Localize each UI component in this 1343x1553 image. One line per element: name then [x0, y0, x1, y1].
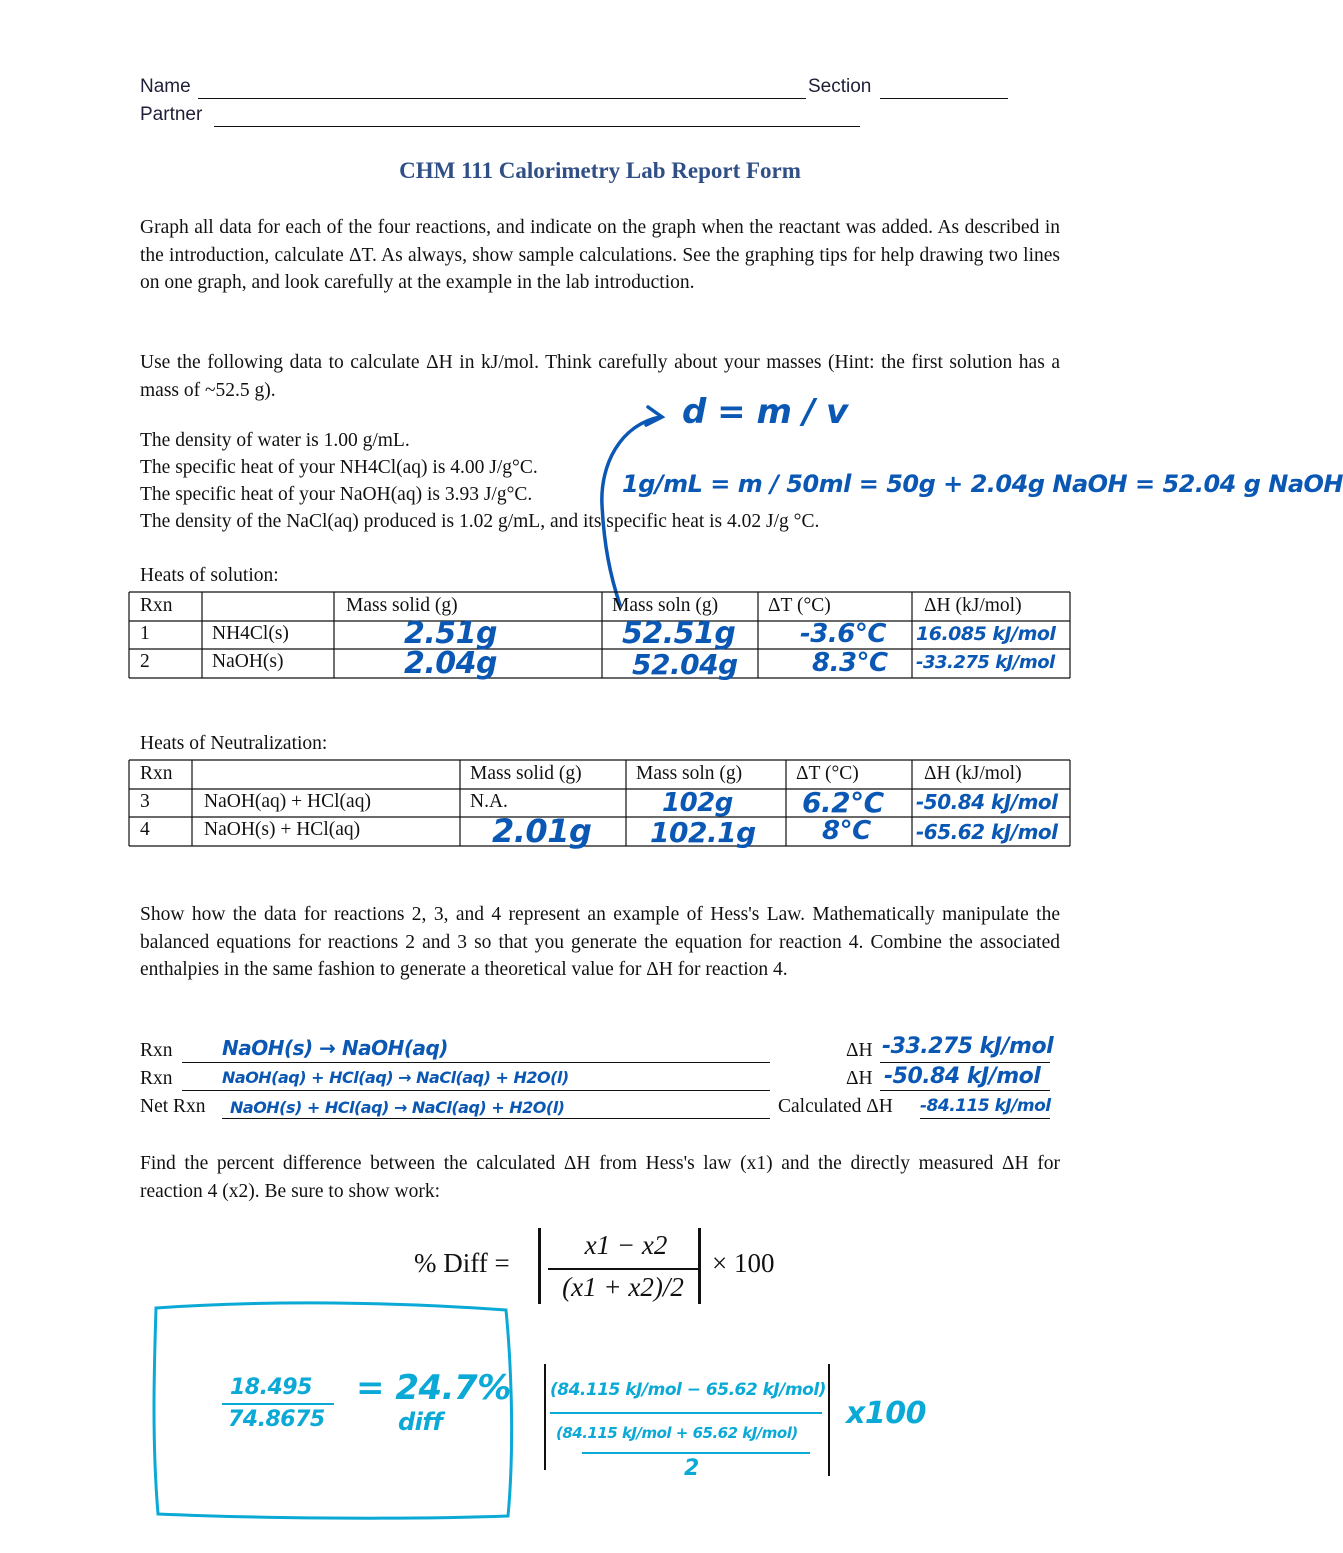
diff-label: diff	[398, 1408, 443, 1436]
table-cell: NaOH(aq) + HCl(aq)	[204, 791, 371, 812]
neutralization-header-dh: ΔH (kJ/mol)	[924, 763, 1022, 784]
table-cell: NH4Cl(s)	[212, 623, 289, 644]
solution-header-mass-soln: Mass soln (g)	[612, 595, 719, 616]
hess-dh-label: ΔH	[846, 1068, 873, 1089]
hess-line-label: Rxn	[140, 1040, 173, 1061]
fraction-numerator: 18.495	[230, 1375, 312, 1400]
formula-numerator: x1 − x2	[584, 1230, 668, 1260]
work-inner-bar	[582, 1452, 810, 1454]
work-times-100: x100	[846, 1396, 926, 1431]
table-cell: 2	[140, 651, 150, 672]
table-cell: 2.51g	[404, 616, 497, 651]
table-cell: 16.085 kJ/mol	[916, 623, 1056, 645]
hess-line-underline	[182, 1062, 770, 1063]
formula-abs-bar-right	[698, 1228, 701, 1304]
solution-table-heading: Heats of solution:	[140, 565, 279, 586]
table-cell: 52.51g	[622, 616, 736, 651]
hess-dh-value: -50.84 kJ/mol	[884, 1064, 1041, 1089]
neutralization-header-mass-soln: Mass soln (g)	[636, 763, 743, 784]
neutralization-header-mass-solid: Mass solid (g)	[470, 763, 582, 784]
percent-result: = 24.7%	[356, 1368, 511, 1408]
table-cell: 1	[140, 623, 150, 644]
table-cell: 102g	[662, 788, 733, 818]
neutralization-header-dt: ΔT (°C)	[796, 763, 859, 784]
hess-dh-underline	[880, 1090, 1050, 1091]
table-cell: 6.2°C	[802, 786, 884, 819]
hess-dh-label: ΔH	[846, 1040, 873, 1061]
given-water-density: The density of water is 1.00 g/mL.	[140, 430, 410, 451]
table-cell: 2.04g	[404, 646, 497, 681]
hess-dh-value: -33.275 kJ/mol	[882, 1034, 1054, 1059]
given-nacl-density: The density of the NaCl(aq) produced is 1.02 g/mL, and its specific heat is 4.02 J/g °C.	[140, 511, 820, 532]
hess-dh-underline	[920, 1118, 1050, 1119]
name-field[interactable]	[198, 78, 806, 99]
solution-header-rxn: Rxn	[140, 595, 173, 616]
table-cell: N.A.	[470, 791, 508, 812]
fraction-bar	[222, 1403, 334, 1405]
work-abs-bar-right	[828, 1364, 830, 1476]
name-label: Name	[140, 76, 191, 97]
hess-line-underline	[222, 1118, 770, 1119]
hess-equation: NaOH(s) → NaOH(aq)	[222, 1036, 448, 1060]
table-cell: -33.275 kJ/mol	[916, 652, 1055, 673]
given-nh4cl-heat: The specific heat of your NH4Cl(aq) is 4.00 J/g°C.	[140, 457, 538, 478]
table-cell: 52.04g	[632, 648, 738, 681]
formula-times: × 100	[712, 1248, 775, 1278]
neutralization-table-heading: Heats of Neutralization:	[140, 733, 328, 754]
fraction-denominator: 74.8675	[228, 1407, 325, 1432]
data-instructions: Use the following data to calculate ΔH in kJ/mol. Think carefully about your masses (Hint: the first solution has a mass of ~52.5 g).	[140, 352, 1060, 401]
table-cell: -3.6°C	[800, 619, 886, 649]
hess-instructions: Show how the data for reactions 2, 3, and 4 represent an example of Hess's Law. Mathematically manipulate the balanced equations for reactions 2 and 3 so that you generate the equation for reaction 4. Combine the associated enthalpies in the same fashion to generate a theoretical value for ΔH for reaction 4.	[140, 904, 1060, 980]
table-cell: NaOH(s)	[212, 651, 284, 672]
formula-lhs: % Diff =	[414, 1248, 510, 1278]
percent-diff-instructions: Find the percent difference between the calculated ΔH from Hess's law (x1) and the directly measured ΔH for reaction 4 (x2). Be sure to show work:	[140, 1153, 1060, 1202]
solution-header-dt: ΔT (°C)	[768, 595, 831, 616]
table-cell: 2.01g	[492, 812, 592, 850]
hess-equation: NaOH(aq) + HCl(aq) → NaCl(aq) + H2O(l)	[222, 1068, 569, 1087]
table-cell: 3	[140, 791, 150, 812]
section-label: Section	[808, 76, 872, 97]
hess-dh-underline	[880, 1062, 1050, 1063]
solution-header-mass-solid: Mass solid (g)	[346, 595, 458, 616]
density-equation: d = m / v	[682, 392, 848, 432]
work-numerator: (84.115 kJ/mol − 65.62 kJ/mol)	[550, 1380, 826, 1400]
partner-field[interactable]	[214, 106, 860, 127]
table-cell: 4	[140, 819, 150, 840]
work-two: 2	[684, 1456, 699, 1481]
hess-line-underline	[182, 1090, 770, 1091]
mass-equation: 1g/mL = m / 50ml = 50g + 2.04g NaOH = 52.04 g NaOH	[622, 470, 1343, 498]
hess-equation: NaOH(s) + HCl(aq) → NaCl(aq) + H2O(l)	[230, 1098, 565, 1117]
hess-line-label: Net Rxn	[140, 1096, 206, 1117]
hess-dh-label: Calculated ΔH	[778, 1096, 893, 1117]
partner-label: Partner	[140, 104, 203, 125]
table-cell: -50.84 kJ/mol	[916, 790, 1058, 814]
solution-header-dh: ΔH (kJ/mol)	[924, 595, 1022, 616]
table-cell: 102.1g	[650, 816, 756, 849]
formula-abs-bar-left	[538, 1228, 541, 1304]
table-cell: 8°C	[822, 816, 871, 846]
formula-denominator: (x1 + x2)/2	[562, 1272, 684, 1302]
given-naoh-heat: The specific heat of your NaOH(aq) is 3.93 J/g°C.	[140, 484, 533, 505]
work-denominator: (84.115 kJ/mol + 65.62 kJ/mol)	[556, 1424, 798, 1442]
intro-paragraph: Graph all data for each of the four reactions, and indicate on the graph when the reactant was added. As described in the introduction, calculate ΔT. As always, show sample calculations. See the graphing tips for help drawing two lines on one graph, and look carefully at the example in the lab introduction.	[140, 217, 1060, 293]
work-abs-bar-left	[544, 1364, 546, 1470]
answer-box	[148, 1292, 520, 1528]
neutralization-header-rxn: Rxn	[140, 763, 173, 784]
section-field[interactable]	[880, 78, 1008, 99]
table-cell: -65.62 kJ/mol	[916, 820, 1058, 844]
page-title: CHM 111 Calorimetry Lab Report Form	[399, 158, 801, 183]
table-cell: 8.3°C	[812, 648, 888, 678]
formula-fraction-bar	[548, 1268, 698, 1270]
table-cell: NaOH(s) + HCl(aq)	[204, 819, 361, 840]
work-fraction-bar	[550, 1412, 822, 1414]
hess-dh-value: -84.115 kJ/mol	[920, 1096, 1051, 1116]
hess-line-label: Rxn	[140, 1068, 173, 1089]
